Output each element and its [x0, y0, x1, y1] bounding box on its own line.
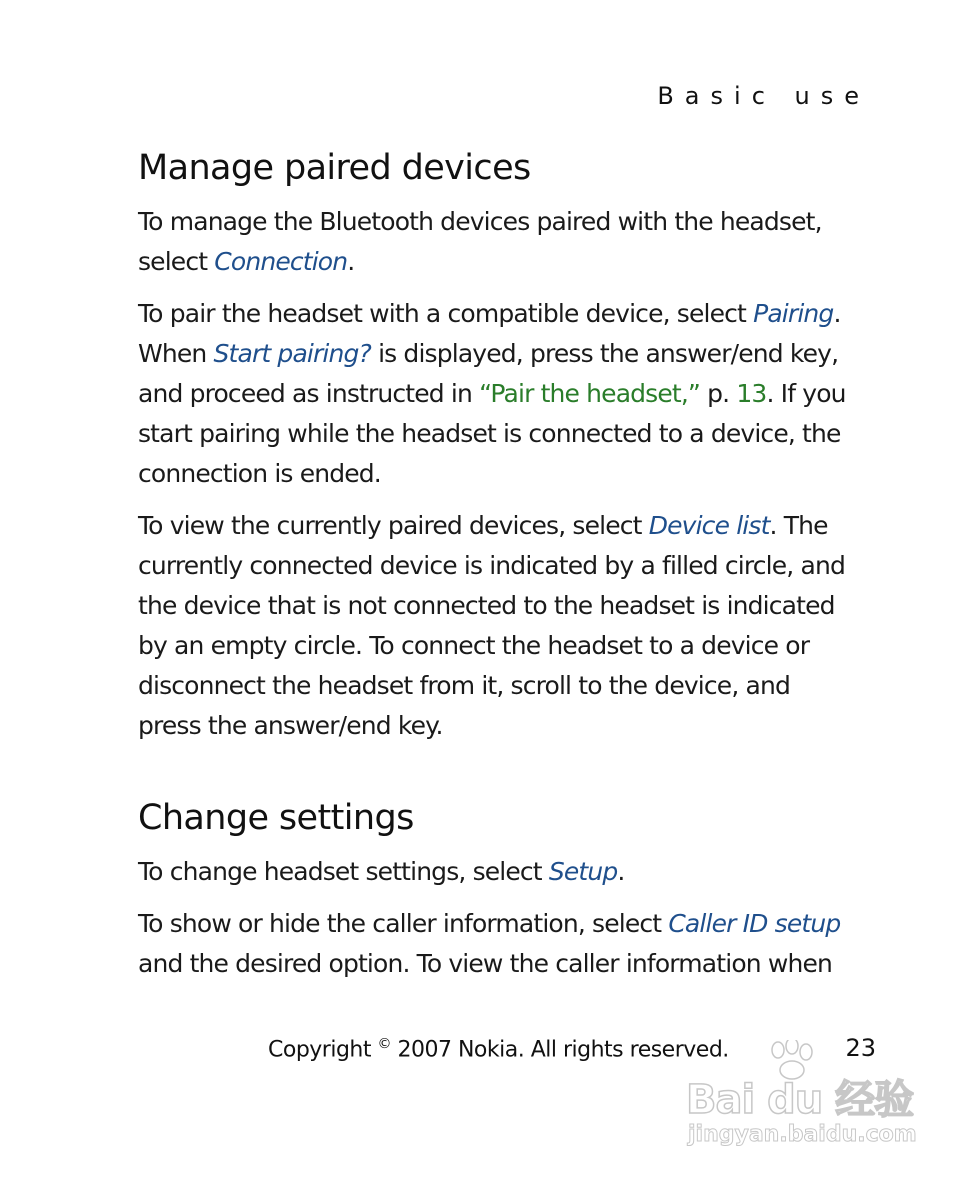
text: . [833, 299, 841, 328]
text: by an empty circle. To connect the headset to a device or [138, 631, 810, 660]
text: 2007 Nokia. All rights reserved. [391, 1037, 729, 1063]
text: is displayed, press the answer/end key, [370, 339, 839, 368]
watermark-brand: Bai du 经验 [686, 1077, 914, 1123]
baidu-watermark [680, 1040, 920, 1160]
menu-term-device-list: Device list [648, 511, 770, 540]
text: disconnect the headset from it, scroll to the device, and [138, 671, 791, 700]
text: select [138, 247, 215, 276]
running-header: Basic use [657, 82, 870, 110]
section-heading-change-settings: Change settings [138, 798, 414, 838]
text: press the answer/end key. [138, 711, 443, 740]
text: the device that is not connected to the headset is indicated [138, 591, 835, 620]
page-number: 23 [845, 1034, 876, 1062]
menu-term-pairing: Pairing [753, 299, 834, 328]
cross-reference-link[interactable]: “Pair the headset,” [479, 379, 701, 408]
text: When [138, 339, 214, 368]
section-heading-manage-paired-devices: Manage paired devices [138, 148, 531, 188]
text: To change headset settings, select [138, 857, 549, 886]
paragraph-manage-intro [138, 202, 883, 282]
text: and the desired option. To view the caller information when [138, 949, 832, 978]
page-reference-link[interactable]: 13 [736, 379, 767, 408]
copyright-symbol: © [377, 1036, 391, 1052]
text: p. [700, 379, 737, 408]
text: To manage the Bluetooth devices paired with the headset, [138, 207, 822, 236]
text: and proceed as instructed in [138, 379, 480, 408]
text: To show or hide the caller information, select [138, 909, 669, 938]
text: Copyright [268, 1037, 378, 1063]
paragraph-device-list [138, 506, 883, 746]
text: . The [769, 511, 828, 540]
menu-term-setup: Setup [548, 857, 618, 886]
text: connection is ended. [138, 459, 381, 488]
text: start pairing while the headset is connected to a device, the [138, 419, 841, 448]
text: . If you [766, 379, 846, 408]
text: . [617, 857, 625, 886]
text: . [347, 247, 355, 276]
page-content [138, 140, 883, 996]
paragraph-setup [138, 852, 883, 892]
text: To pair the headset with a compatible device, select [138, 299, 754, 328]
text: To view the currently paired devices, select [138, 511, 649, 540]
paragraph-caller-id [138, 904, 883, 984]
text: currently connected device is indicated by a filled circle, and [138, 551, 845, 580]
paragraph-pairing [138, 294, 883, 494]
menu-term-start-pairing: Start pairing? [213, 339, 371, 368]
menu-term-caller-id-setup: Caller ID setup [668, 909, 841, 938]
copyright-footer [268, 1036, 729, 1062]
watermark-url: jingyan.baidu.com [688, 1122, 917, 1147]
menu-term-connection: Connection [214, 247, 348, 276]
